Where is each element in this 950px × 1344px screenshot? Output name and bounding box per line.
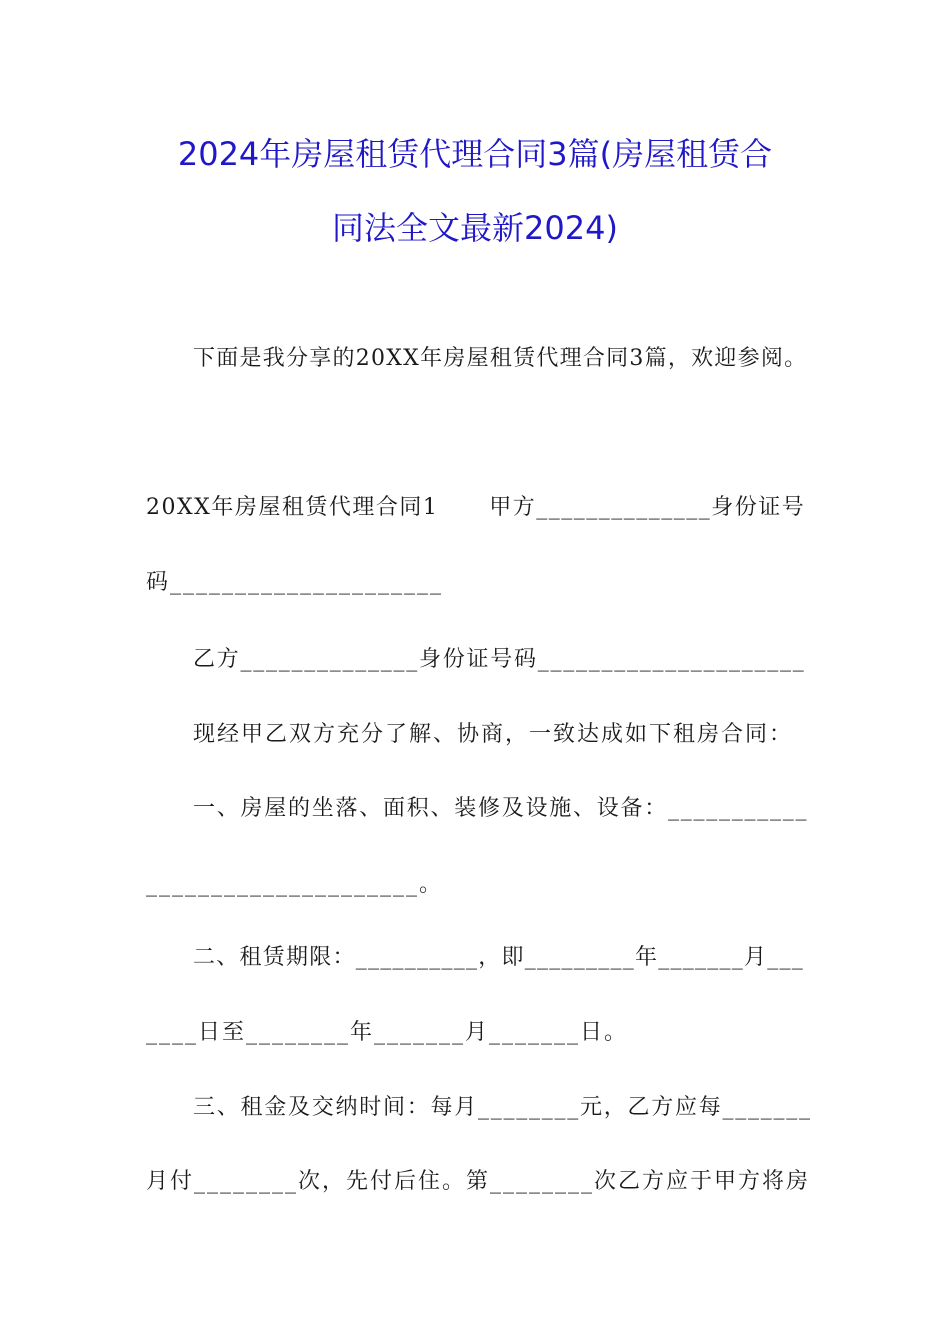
- document-title-line-2: 同法全文最新2024): [332, 209, 618, 247]
- clause-1-line-1: 一、房屋的坐落、面积、装修及设施、设备：___________: [193, 796, 809, 821]
- id-number-line: 码_____________________: [146, 570, 444, 595]
- party-b-line: 乙方______________身份证号码_____________________: [193, 647, 806, 672]
- intro-paragraph: 下面是我分享的20XX年房屋租赁代理合同3篇，欢迎参阅。: [193, 346, 808, 371]
- clause-2-line-1: 二、租赁期限：__________，即_________年_______月___: [193, 945, 805, 970]
- clause-3-line-1: 三、租金及交纳时间：每月________元，乙方应每_______: [193, 1095, 812, 1120]
- clause-2-line-2: ____日至________年_______月_______日。: [146, 1020, 629, 1045]
- clause-1-line-2: _____________________。: [146, 872, 444, 897]
- clause-3-line-2: 月付________次，先付后住。第________次乙方应于甲方将房: [146, 1169, 811, 1194]
- document-title-line-1: 2024年房屋租赁代理合同3篇(房屋租赁合: [177, 135, 773, 173]
- contract-heading-line: 20XX年房屋租赁代理合同1 甲方______________身份证号: [146, 495, 806, 520]
- agreement-intro-line: 现经甲乙双方充分了解、协商，一致达成如下租房合同：: [193, 722, 794, 747]
